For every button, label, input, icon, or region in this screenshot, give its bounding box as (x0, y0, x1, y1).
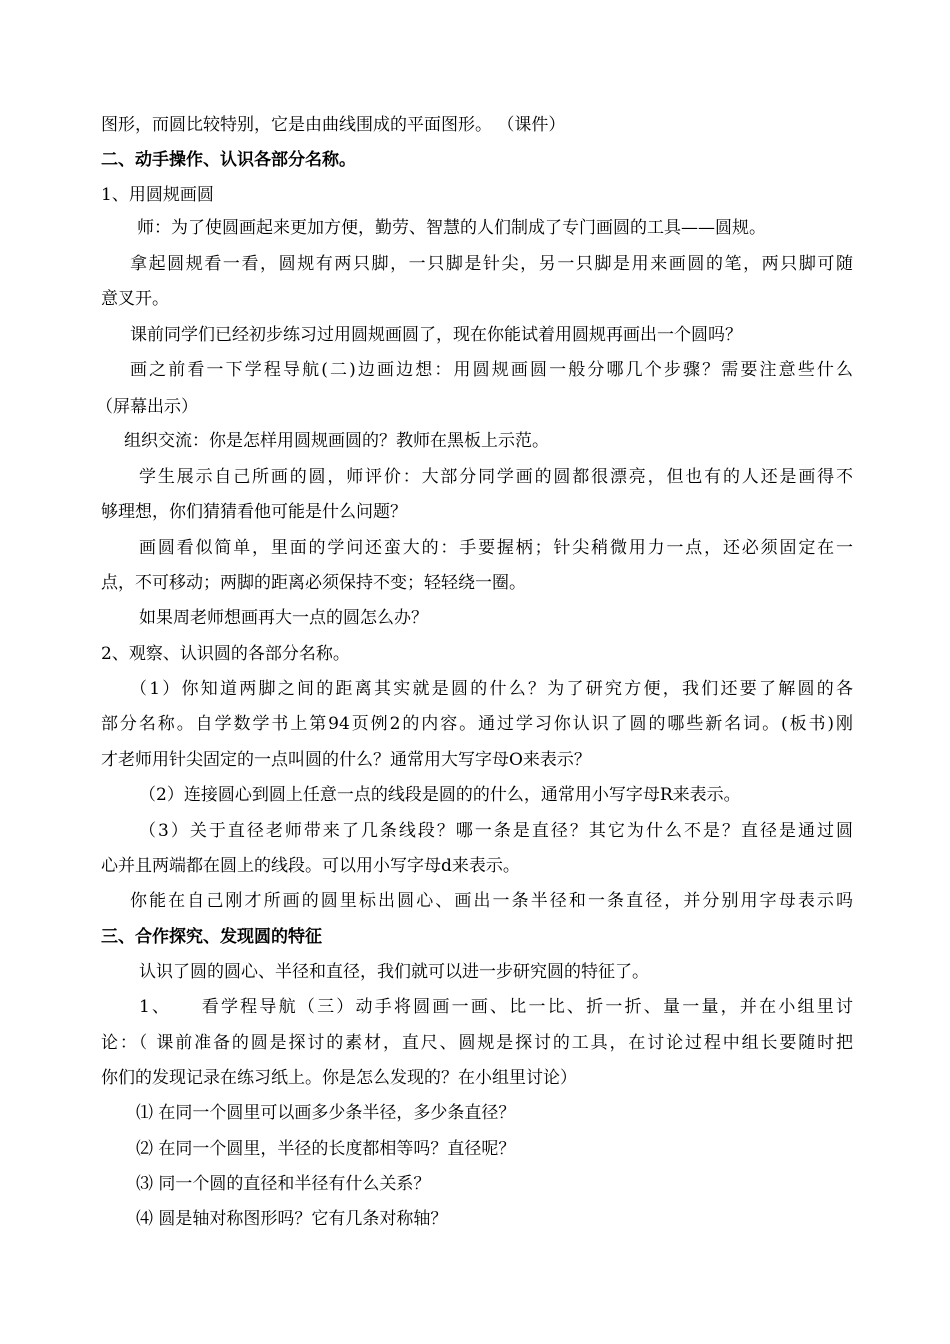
paragraph-line: 学生展示自己所画的圆，师评价：大部分同学画的圆都很漂亮，但也有的人还是画得不 (139, 467, 853, 487)
paragraph-line: 论：（ 课前准备的圆是探讨的素材，直尺、圆规是探讨的工具，在讨论过程中组长要随时把 (101, 1033, 853, 1053)
paragraph-line: 画圆看似简单，里面的学问还蛮大的：手要握柄；针尖稍微用力一点，还必须固定在一 (139, 538, 853, 558)
paragraph-line: 课前同学们已经初步练习过用圆规画圆了，现在你能试着用圆规再画出一个圆吗？ (130, 325, 742, 345)
list-item: ⑴ 在同一个圆里可以画多少条半径，多少条直径？ (136, 1103, 516, 1123)
paragraph-line: 组织交流：你是怎样用圆规画圆的？教师在黑板上示范。 (124, 431, 549, 451)
paragraph-line: 部分名称。自学数学书上第94页例2的内容。通过学习你认识了圆的哪些新名词。(板书)刚 (101, 714, 853, 734)
subsection-heading: 2、观察、认识圆的各部分名称。 (101, 644, 350, 664)
paragraph-line: 画之前看一下学程导航(二)边画边想：用圆规画圆一般分哪几个步骤？需要注意些什么 (130, 360, 853, 380)
section-heading: 二、动手操作、认识各部分名称。 (101, 150, 356, 170)
paragraph-line: 图形，而圆比较特别，它是由曲线围成的平面图形。 （课件） (101, 115, 566, 135)
paragraph-line: 点，不可移动；两脚的距离必须保持不变；轻轻绕一圈。 (101, 573, 526, 593)
paragraph-line: （屏幕出示） (96, 397, 198, 417)
paragraph-line: 1、 看学程导航（三）动手将圆画一画、比一比、折一折、量一量，并在小组里讨 (139, 997, 853, 1017)
list-item: ⑶ 同一个圆的直径和半径有什么关系？ (136, 1174, 431, 1194)
paragraph-line: 才老师用针尖固定的一点叫圆的什么？通常用大写字母O来表示？ (101, 750, 591, 770)
paragraph-line: 认识了圆的圆心、半径和直径，我们就可以进一步研究圆的特征了。 (139, 962, 649, 982)
list-item: ⑷ 圆是轴对称图形吗？它有几条对称轴？ (136, 1209, 448, 1229)
paragraph-line: 拿起圆规看一看，圆规有两只脚，一只脚是针尖，另一只脚是用来画圆的笔，两只脚可随 (130, 254, 853, 274)
paragraph-line: 如果周老师想画再大一点的圆怎么办？ (139, 608, 428, 628)
paragraph-line: 你们的发现记录在练习纸上。你是怎么发现的？在小组里讨论） (101, 1068, 577, 1088)
paragraph-line: 师：为了使圆画起来更加方便，勤劳、智慧的人们制成了专门画圆的工具——圆规。 (137, 218, 766, 238)
paragraph-line: 心并且两端都在圆上的线段。可以用小写字母d来表示。 (101, 856, 520, 876)
paragraph-line: 意叉开。 (101, 289, 169, 309)
paragraph-line: （1）你知道两脚之间的距离其实就是圆的什么？为了研究方便，我们还要了解圆的各 (130, 679, 853, 699)
section-heading: 三、合作探究、发现圆的特征 (101, 927, 322, 947)
list-item: ⑵ 在同一个圆里，半径的长度都相等吗？直径呢？ (136, 1139, 516, 1159)
paragraph-line: （3）关于直径老师带来了几条线段？哪一条是直径？其它为什么不是？直径是通过圆 (139, 821, 853, 841)
paragraph-line: 你能在自己刚才所画的圆里标出圆心、画出一条半径和一条直径，并分别用字母表示吗 (130, 891, 853, 911)
paragraph-line: 够理想，你们猜猜看他可能是什么问题？ (101, 502, 407, 522)
subsection-heading: 1、用圆规画圆 (101, 185, 214, 205)
paragraph-line: （2）连接圆心到圆上任意一点的线段是圆的的什么，通常用小写字母R来表示。 (139, 785, 741, 805)
